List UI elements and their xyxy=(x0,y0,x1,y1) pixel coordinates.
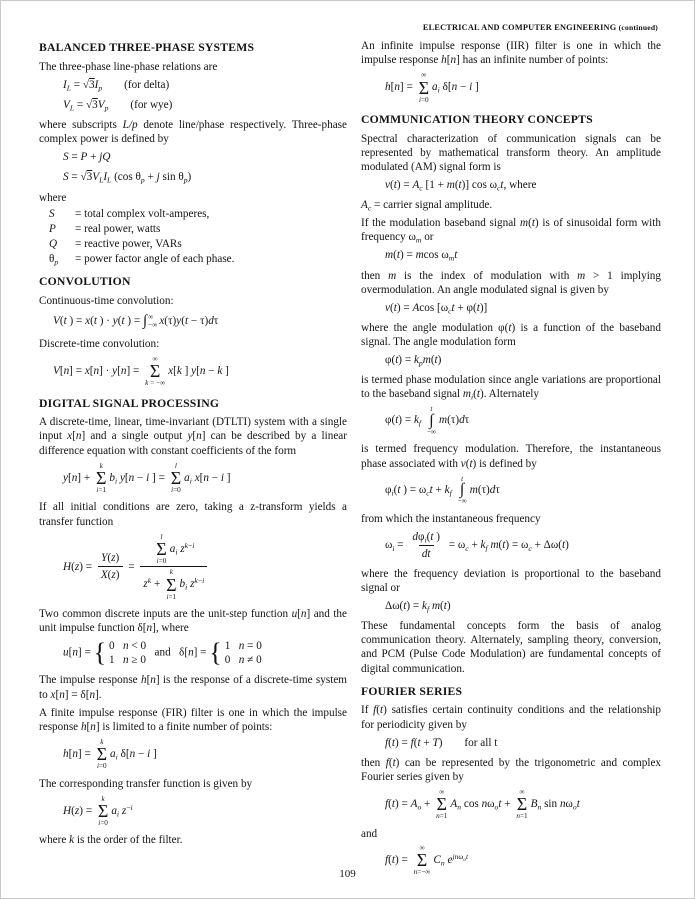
definition-text: = real power, watts xyxy=(75,222,161,235)
definition-symbol: P xyxy=(49,222,56,235)
paragraph: where the frequency deviation is proportional to the baseband signal or xyxy=(361,567,661,595)
definition-row xyxy=(49,207,347,221)
header-title: ELECTRICAL AND COMPUTER ENGINEERING xyxy=(422,23,617,32)
paragraph: If f(t) satisfies certain continuity conditions and the relationship for periodicity given by xyxy=(361,704,661,731)
definition-text: = power factor angle of each phase. xyxy=(75,252,235,265)
equation-unit-step-impulse: u[n] = { 0 n < 0 1 n ≥ 0 and δ[n] = { 1 n = 0 0 n ≠ 0 xyxy=(63,638,262,668)
paragraph: These fundamental concepts form the basis of analog communication theory. Alternately, sampling theory, conversion, and PCM (Pulse Code Modulation) are fundamental concepts of digital communication. xyxy=(361,620,661,675)
section-title: BALANCED THREE-PHASE SYSTEMS xyxy=(39,41,255,54)
paragraph: Continuous-time convolution: xyxy=(39,294,174,307)
equation-iir-impulse-response: h[n] = ∞ Σ i=0 $a_i$ δ[n − i ] xyxy=(385,71,479,104)
definition-symbol: Q xyxy=(49,237,58,250)
equation-am-signal: $v(t) = A_c$ [1 + m(t)] $\cos \omega_ct$, where xyxy=(385,179,537,193)
header-continued: (continued) xyxy=(618,23,658,32)
equation-frequency-deviation: $\Delta\omega(t) = k_f$ m(t) xyxy=(385,600,451,614)
equation-phase-modulation: $\varphi(t) = k_pm(t)$ xyxy=(385,354,442,368)
right-column xyxy=(361,39,661,883)
definition-symbol: S xyxy=(49,207,55,220)
paragraph: from which the instantaneous frequency xyxy=(361,512,541,525)
equation-angle-modulated: v(t) = Acos $[\omega_ct + \varphi(t)]$ xyxy=(385,301,488,316)
equation-delta: $I_L = √3I_p$ (for delta) xyxy=(63,78,170,93)
paragraph: Two common discrete inputs are the unit-step function u[n] and the unit impulse function δ[n], where xyxy=(39,608,347,635)
paragraph: If the modulation baseband signal m(t) is of sinusoidal form with frequency $\omega_m$ or xyxy=(361,217,661,246)
paragraph: An infinite impulse response (IIR) filter is one in which the impulse response h[n] has an infinite number of points: xyxy=(361,40,661,67)
equation-periodicity: f(t) = f(t + T) for all t xyxy=(385,736,498,749)
paragraph: Spectral characterization of communication signals can be represented by mathematical transform theory. An amplitude modulated (AM) signal form is xyxy=(361,132,661,173)
section-iir xyxy=(361,39,661,104)
equation-wye: $V_L = √3V_p$ (for wye) xyxy=(63,98,173,113)
paragraph: then f(t) can be represented by the trigonometric and complex Fourier series given by xyxy=(361,756,662,783)
paragraph: is termed frequency modulation. Therefore, the instantaneous phase associated with v(t) is defined by xyxy=(361,443,661,470)
section-title: FOURIER SERIES xyxy=(361,684,463,698)
definition-symbol: $\theta_p$ xyxy=(49,252,59,267)
definition-text: = reactive power, VARs xyxy=(75,237,182,250)
equation-fir-impulse-response: h[n] = k Σ i=0 $a_i$ δ[n − i ] xyxy=(63,737,157,771)
running-header xyxy=(1,23,658,33)
paragraph: A finite impulse response (FIR) filter is one in which the impulse response h[n] is limited to a finite number of points: xyxy=(39,706,347,733)
equation-discrete-convolution: V[n] = x[n] · y[n] = ∞ Σ k = −∞ x[k ] y[n − k ] xyxy=(53,354,229,388)
paragraph: If all initial conditions are zero, taking a z-transform yields a transfer function xyxy=(39,501,347,528)
paragraph: where the angle modulation φ(t) is a function of the baseband signal. The angle modulation form xyxy=(361,321,661,349)
section-fourier-series xyxy=(361,685,661,877)
definition-text: = total complex volt-amperes, xyxy=(75,207,210,220)
paragraph: is termed phase modulation since angle variations are proportional to the baseband signal $m_i(t)$. Alternately xyxy=(361,374,661,402)
section-convolution xyxy=(39,275,347,388)
paragraph: where subscripts L/p denote line/phase respectively. Three-phase complex power is defined by xyxy=(39,119,347,146)
paragraph: The corresponding transfer function is given by xyxy=(39,777,253,790)
equation-complex-series: f(t) = ∞ Σ n=−∞ $C_n$ $e^{jn\omega_ot}$ xyxy=(385,843,469,877)
paragraph: The three-phase line-phase relations are xyxy=(39,60,218,73)
equation-difference: y[n] + k Σ i=1 $b_i$ y[n − i ] = l Σ i=0 $a_i$ x[n − i ] xyxy=(63,461,231,495)
carrier-amplitude-definition: $A_c$ = carrier signal amplitude. xyxy=(361,199,493,213)
definition-row xyxy=(49,222,347,236)
definition-list xyxy=(49,207,347,266)
equation-transfer-function: H(z) = $\frac{Y(z)}{X(z)}$ = l Σ i=0 $a_i$ $z^{k-i}$ $z^k$ + k Σ i=1 $b_i$ $z^{k-i}$ xyxy=(63,533,347,602)
section-title: DIGITAL SIGNAL PROCESSING xyxy=(39,396,220,410)
equation-trigonometric-series: $f(t) = A_o$ + ∞ Σ n=1 $A_n$ $\cos n\omega_ot$ + ∞ Σ n=1 $B_n$ $\sin n\omega_ot$ xyxy=(385,787,580,821)
equation-complex-power-1: S = P + jQ xyxy=(63,151,111,164)
equation-complex-power-2: $S = √3V_LI_L$ (cos $\theta_p + j$ $\sin \theta_p$) xyxy=(63,171,192,186)
equation-fir-transfer-function: H(z) = k Σ i=0 $a_i$ $z^{-i}$ xyxy=(63,794,133,828)
equation-instantaneous-phase: $\varphi_i(t$ ) = $\omega_ct + k_f$ t ∫ −∞ m(τ)dτ xyxy=(385,474,500,506)
left-column xyxy=(39,39,347,852)
section-title: COMMUNICATION THEORY CONCEPTS xyxy=(361,112,593,126)
section-communication-theory-concepts xyxy=(361,113,661,676)
definition-row xyxy=(49,237,347,251)
page-number: 109 xyxy=(339,868,356,881)
paragraph: A discrete-time, linear, time-invariant (DTLTI) system with a single input x[n] and a single output y[n] can be described by a linear difference equation with constant coefficients of the form xyxy=(39,416,347,457)
paragraph: Discrete-time convolution: xyxy=(39,337,160,350)
section-digital-signal-processing xyxy=(39,397,347,848)
equation-continuous-convolution: V(t ) = x(t ) · y(t ) = ∫ ∞ −∞ x(τ)y(t − τ)dτ xyxy=(53,312,219,330)
section-balanced-three-phase-systems xyxy=(39,41,347,266)
paragraph: where k is the order of the filter. xyxy=(39,834,183,847)
equation-baseband-signal: m(t) = mcos $\omega_mt$ xyxy=(385,249,458,264)
equation-frequency-modulation: $\varphi(t) = k_f$ t ∫ −∞ m(τ)dτ xyxy=(385,405,470,437)
equation-instantaneous-frequency: $\omega_i$ = $d\varphi_i(t$ ) dt = $\omega_c + k_f$ $m(t) = \omega_c + \Delta\omega(t)$ xyxy=(385,530,569,560)
paragraph: then m is the index of modulation with m > 1 implying overmodulation. An angle modulated signal is given by xyxy=(361,269,661,296)
where-label: where xyxy=(39,191,67,204)
definition-row xyxy=(49,252,347,266)
section-title: CONVOLUTION xyxy=(39,275,131,289)
paragraph: The impulse response h[n] is the response of a discrete-time system to x[n] = δ[n]. xyxy=(39,674,347,701)
and-label: and xyxy=(361,827,378,840)
